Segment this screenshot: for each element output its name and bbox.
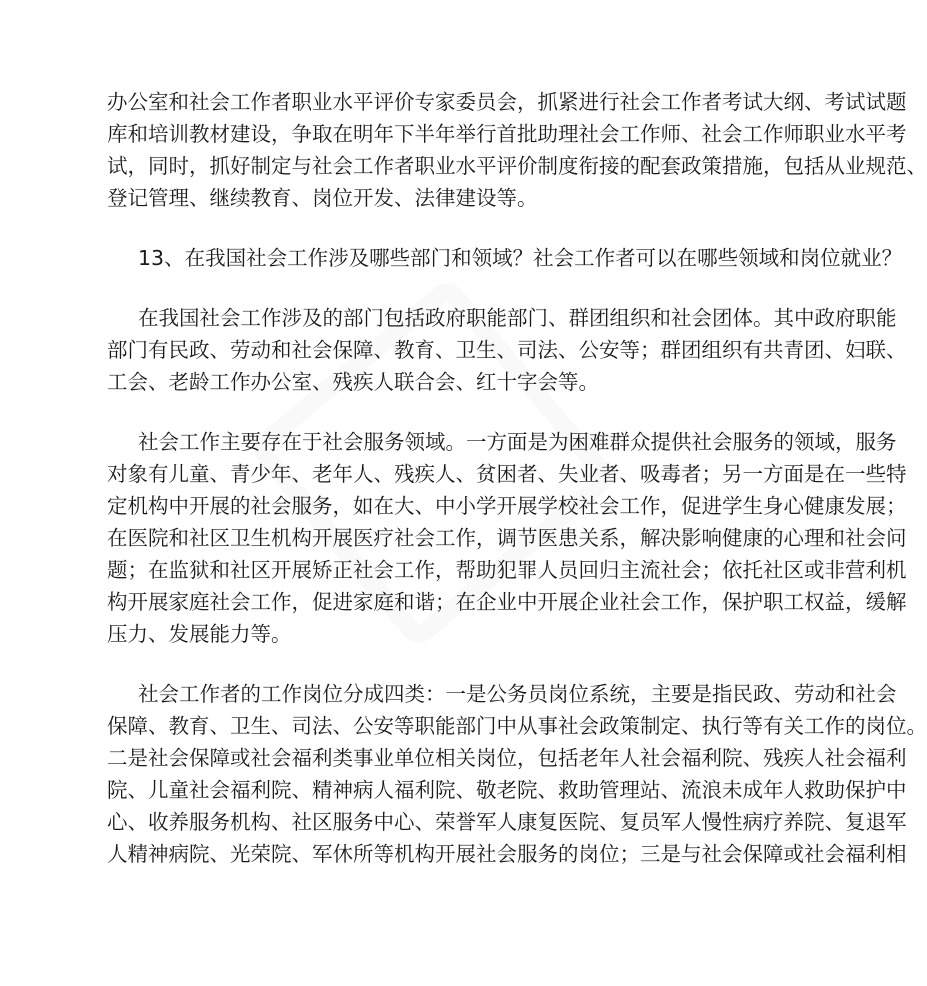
text-line: 库和培训教材建设，争取在明年下半年举行首批助理社会工作师、社会工作师职业水平考 (107, 122, 907, 146)
text-line: 构开展家庭社会工作，促进家庭和谐；在企业中开展企业社会工作，保护职工权益，缓解 (107, 590, 907, 614)
text-line: 题；在监狱和社区开展矫正社会工作，帮助犯罪人员回归主流社会；依托社区或非营利机 (107, 558, 907, 582)
paragraph (107, 86, 927, 214)
text-line: 登记管理、继续教育、岗位开发、法律建设等。 (107, 186, 538, 210)
text-line: 试，同时，抓好制定与社会工作者职业水平评价制度衔接的配套政策措施，包括从业规范、 (107, 154, 927, 178)
question-heading (107, 242, 903, 274)
document-page (107, 86, 927, 898)
text-line: 工会、老龄工作办公室、残疾人联合会、红十字会等。 (107, 370, 599, 394)
text-line: 保障、教育、卫生、司法、公安等职能部门中从事社会政策制定、执行等有关工作的岗位。 (107, 714, 927, 738)
text-line: 压力、发展能力等。 (107, 622, 292, 646)
text-line: 在我国社会工作涉及的部门包括政府职能部门、群团组织和社会团体。其中政府职能 (138, 306, 897, 330)
paragraph (107, 678, 927, 870)
text-line: 二是社会保障或社会福利类事业单位相关岗位，包括老年人社会福利院、残疾人社会福利 (107, 746, 907, 770)
paragraph (107, 302, 907, 398)
text-line: 心、收养服务机构、社区服务中心、荣誉军人康复医院、复员军人慢性病疗养院、复退军 (107, 810, 907, 834)
paragraph (107, 426, 907, 650)
text-line: 在医院和社区卫生机构开展医疗社会工作，调节医患关系，解决影响健康的心理和社会问 (107, 526, 907, 550)
text-line: 部门有民政、劳动和社会保障、教育、卫生、司法、公安等；群团组织有共青团、妇联、 (107, 338, 907, 362)
text-line: 人精神病院、光荣院、军休所等机构开展社会服务的岗位；三是与社会保障或社会福利相 (107, 842, 907, 866)
text-line: 办公室和社会工作者职业水平评价专家委员会，抓紧进行社会工作者考试大纲、考试试题 (107, 90, 907, 114)
text-line: 院、儿童社会福利院、精神病人福利院、敬老院、救助管理站、流浪未成年人救助保护中 (107, 778, 907, 802)
text-line: 对象有儿童、青少年、老年人、残疾人、贫困者、失业者、吸毒者；另一方面是在一些特 (107, 462, 907, 486)
text-line: 定机构中开展的社会服务，如在大、中小学开展学校社会工作，促进学生身心健康发展； (107, 494, 907, 518)
text-line: 社会工作主要存在于社会服务领域。一方面是为困难群众提供社会服务的领域，服务 (138, 430, 897, 454)
text-line: 13、在我国社会工作涉及哪些部门和领域？社会工作者可以在哪些领域和岗位就业？ (138, 246, 903, 270)
text-line: 社会工作者的工作岗位分成四类：一是公务员岗位系统，主要是指民政、劳动和社会 (138, 682, 897, 706)
